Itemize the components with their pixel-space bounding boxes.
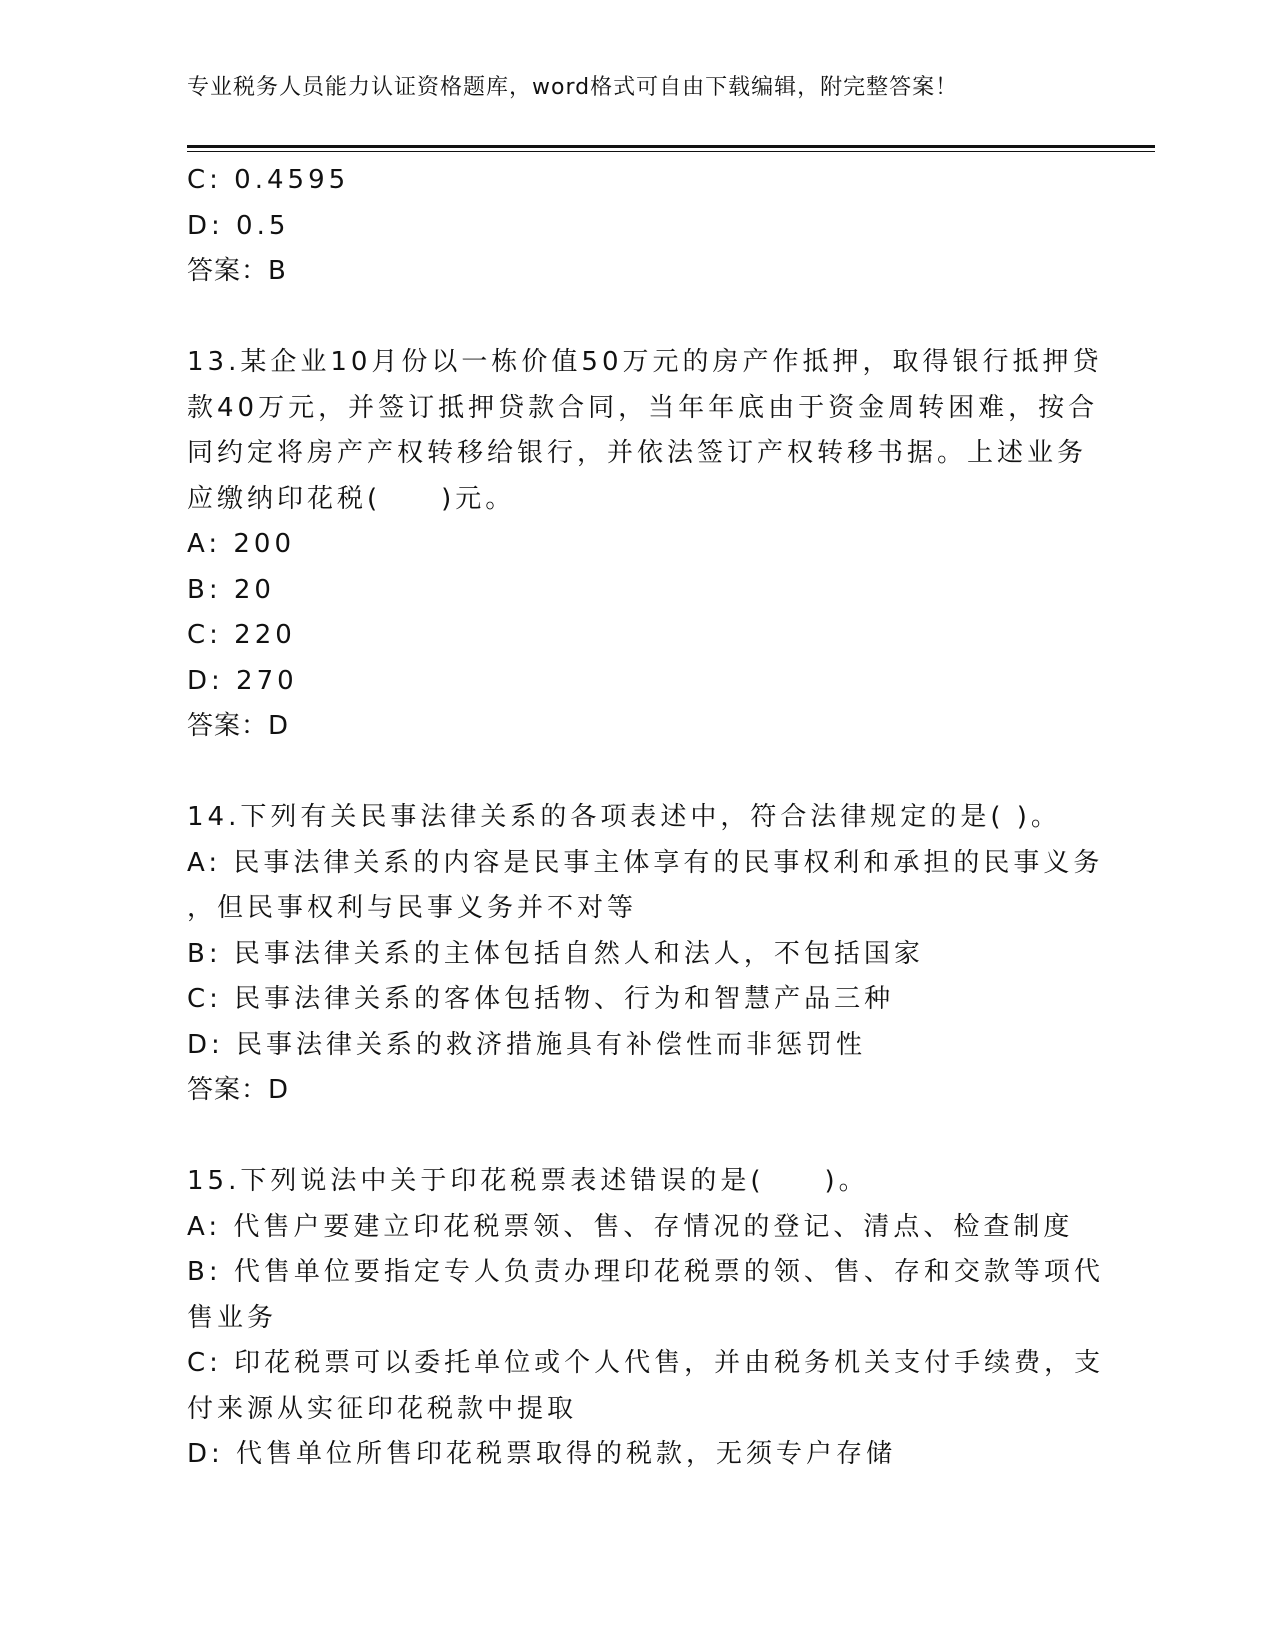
option-line: C: 印花税票可以委托单位或个人代售，并由税务机关支付手续费，支 (187, 1348, 1105, 1378)
option-line: D: 270 (187, 665, 298, 696)
answer-value: D (268, 711, 290, 741)
header-rule-thin (187, 151, 1155, 152)
spacer (187, 1114, 1087, 1160)
question-15 (187, 1159, 1105, 1478)
option-line: D: 0.5 (187, 210, 290, 241)
answer-label: 答案： (187, 256, 269, 286)
question-12-tail (187, 158, 1087, 295)
question-stem-line: 13.某企业10月份以一栋价值50万元的房产作抵押，取得银行抵押贷 (187, 347, 1103, 377)
option-line: C: 民事法律关系的客体包括物、行为和智慧产品三种 (187, 984, 895, 1014)
answer-value: B (268, 256, 287, 286)
option-line: 付来源从实征印花税款中提取 (187, 1393, 578, 1424)
option-line: C: 0.4595 (187, 165, 350, 195)
option-line: C: 220 (187, 620, 296, 650)
option-line: A: 民事法律关系的内容是民事主体享有的民事权利和承担的民事义务 (187, 847, 1104, 878)
option-line: D: 民事法律关系的救济措施具有补偿性而非惩罚性 (187, 1029, 867, 1060)
option-line: B: 20 (187, 574, 275, 605)
option-line: 售业务 (187, 1302, 278, 1333)
option-line: B: 民事法律关系的主体包括自然人和法人，不包括国家 (187, 938, 924, 969)
option-line: ，但民事权利与民事义务并不对等 (187, 893, 638, 923)
question-stem-line: 应缴纳印花税( )元。 (187, 483, 516, 514)
header-rule-thick (187, 145, 1155, 148)
question-stem-line: 款40万元，并签订抵押贷款合同，当年年底由于资金周转困难，按合 (187, 392, 1099, 423)
answer-line (187, 1068, 1087, 1114)
spacer (187, 750, 1087, 796)
question-content (187, 158, 1105, 1478)
question-stem-line: 同约定将房产产权转移给银行，并依法签订产权转移书据。上述业务 (187, 438, 1088, 468)
question-14 (187, 795, 1104, 1114)
question-stem-line: 15.下列说法中关于印花税票表述错误的是( )。 (187, 1166, 869, 1196)
option-line: B: 代售单位要指定专人负责办理印花税票的领、售、存和交款等项代 (187, 1257, 1104, 1287)
answer-line (187, 704, 1087, 750)
answer-value: D (268, 1075, 290, 1105)
spacer (187, 295, 1087, 341)
question-stem-line: 14.下列有关民事法律关系的各项表述中，符合法律规定的是( )。 (187, 802, 1061, 832)
question-13 (187, 340, 1103, 750)
option-line: A: 200 (187, 529, 295, 559)
answer-line (187, 249, 1087, 295)
option-line: D: 代售单位所售印花税票取得的税款，无须专户存储 (187, 1439, 897, 1469)
option-line: A: 代售户要建立印花税票领、售、存情况的登记、清点、检查制度 (187, 1211, 1074, 1242)
answer-label: 答案： (187, 711, 269, 741)
answer-label: 答案： (187, 1075, 269, 1105)
page-header: 专业税务人员能力认证资格题库，word格式可自由下载编辑，附完整答案！ (187, 75, 959, 100)
